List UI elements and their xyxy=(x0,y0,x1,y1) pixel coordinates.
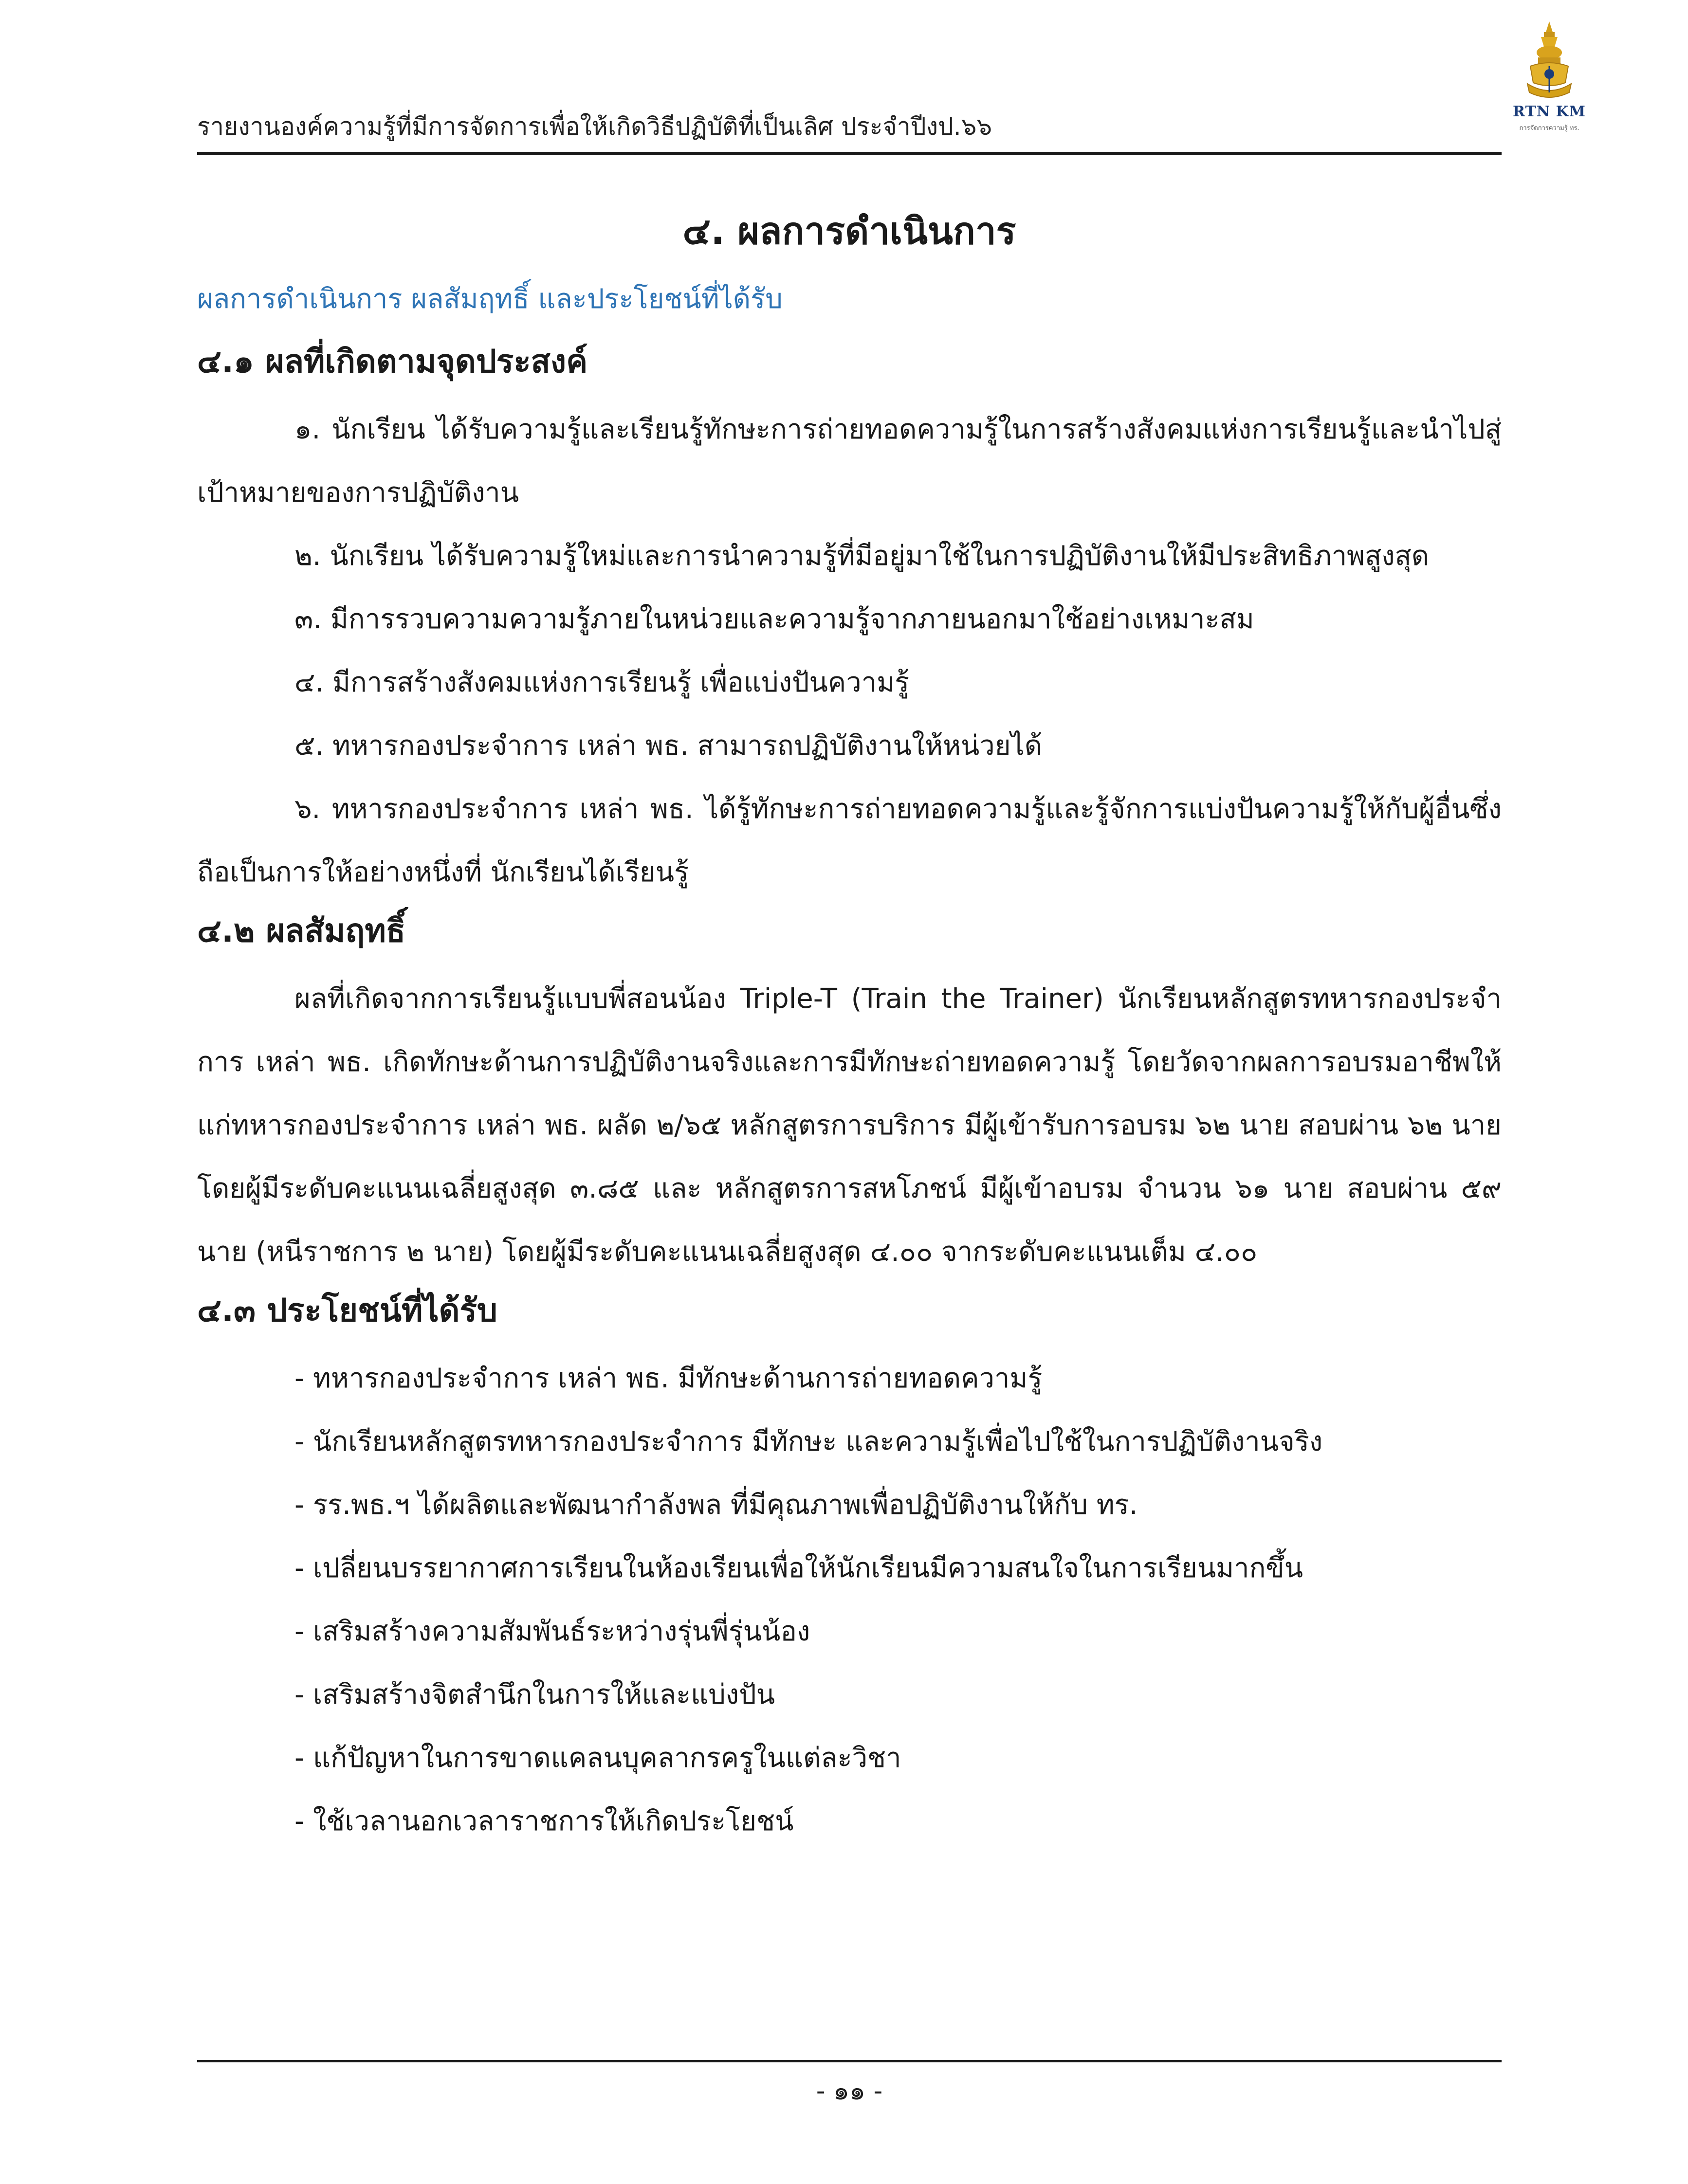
benefit-item: - ทหารกองประจำการ เหล่า พธ. มีทักษะด้านการถ่ายทอดความรู้ xyxy=(294,1363,1043,1394)
benefit-item: - เปลี่ยนบรรยากาศการเรียนในห้องเรียนเพื่อให้นักเรียนมีความสนใจในการเรียนมากขึ้น xyxy=(294,1552,1303,1584)
benefit-item: - เสริมสร้างจิตสำนึกในการให้และแบ่งปัน xyxy=(294,1679,775,1711)
crown-emblem-icon xyxy=(1513,19,1586,102)
objective-item: ๖. ทหารกองประจำการ เหล่า พธ. ได้รู้ทักษะการถ่ายทอดความรู้และรู้จักการแบ่งปันความรู้ให้กับผู้อื่นซึ่งถือเป็นการให้อย่างหนึ่งที่ นักเรียนได้เรียนรู้ xyxy=(197,793,1502,888)
objective-item: ๒. นักเรียน ได้รับความรู้ใหม่และการนำความรู้ที่มีอยู่มาใช้ในการปฏิบัติงานให้มีประสิทธิภาพสูงสุด xyxy=(294,540,1430,572)
benefit-item: - นักเรียนหลักสูตรทหารกองประจำการ มีทักษะ และความรู้เพื่อไปใช้ในการปฏิบัติงานจริง xyxy=(294,1426,1323,1457)
objective-item: ๔. มีการสร้างสังคมแห่งการเรียนรู้ เพื่อแบ่งปันความรู้ xyxy=(294,667,910,698)
benefit-item: - เสริมสร้างความสัมพันธ์ระหว่างรุ่นพี่รุ่นน้อง xyxy=(294,1616,810,1647)
benefit-item: - รร.พธ.ฯ ได้ผลิตและพัฒนากำลังพล ที่มีคุณภาพเพื่อปฏิบัติงานให้กับ ทร. xyxy=(294,1489,1138,1521)
achievement-paragraph: ผลที่เกิดจากการเรียนรู้แบบพี่สอนน้อง Triple-T (Train the Trainer) นักเรียนหลักสูตรทหารกองประจำการ เหล่า พธ. เกิดทักษะด้านการปฏิบัติงานจริงและการมีทักษะถ่ายทอดความรู้ โดยวัดจากผลการอบรมอาชีพให้แก่ทหารกองประจำการ เหล่า พธ. ผลัด ๒/๖๕ หลักสูตรการบริการ มีผู้เข้ารับการอบรม ๖๒ นาย สอบผ่าน ๖๒ นาย โดยผู้มีระดับคะแนนเฉลี่ยสูงสุด ๓.๘๕ และ หลักสูตรการสหโภชน์ มีผู้เข้าอบรม จำนวน ๖๑ นาย สอบผ่าน ๕๙ นาย (หนีราชการ ๒ นาย) โดยผู้มีระดับคะแนนเฉลี่ยสูงสุด ๔.๐๐ จากระดับคะแนนเต็ม ๔.๐๐ xyxy=(197,983,1502,1268)
objective-item: ๑. นักเรียน ได้รับความรู้และเรียนรู้ทักษะการถ่ายทอดความรู้ในการสร้างสังคมแห่งการเรียนรู้และนำไปสู่เป้าหมายของการปฏิบัติงาน xyxy=(197,414,1502,509)
header-divider xyxy=(197,152,1502,155)
logo-text: RTN KM xyxy=(1513,103,1586,120)
benefit-item: - แก้ปัญหาในการขาดแคลนบุคลากรครูในแต่ละวิชา xyxy=(294,1742,901,1774)
page-number: - ๑๑ - xyxy=(816,2076,883,2106)
section-heading-achievements: ๔.๒ ผลสัมฤทธิ์ xyxy=(197,912,406,949)
page-subtitle: ผลการดำเนินการ ผลสัมฤทธิ์ และประโยชน์ที่ได้รับ xyxy=(197,283,783,315)
benefit-item: - ใช้เวลานอกเวลาราชการให้เกิดประโยชน์ xyxy=(294,1805,794,1837)
objective-item: ๓. มีการรวบความความรู้ภายในหน่วยและความรู้จากภายนอกมาใช้อย่างเหมาะสม xyxy=(294,603,1254,635)
footer-divider xyxy=(197,2060,1502,2062)
section-heading-objectives: ๔.๑ ผลที่เกิดตามจุดประสงค์ xyxy=(197,343,588,380)
objective-item: ๕. ทหารกองประจำการ เหล่า พธ. สามารถปฏิบัติงานให้หน่วยได้ xyxy=(294,730,1043,762)
section-heading-benefits: ๔.๓ ประโยชน์ที่ได้รับ xyxy=(197,1292,497,1329)
page-title: ๔. ผลการดำเนินการ xyxy=(682,209,1016,253)
header-title: รายงานองค์ความรู้ที่มีการจัดการเพื่อให้เกิดวิธีปฏิบัติที่เป็นเลิศ ประจำปีงป.๖๖ xyxy=(197,112,992,141)
page-header xyxy=(197,100,1502,153)
document-body xyxy=(197,204,1502,1853)
logo-subtext: การจัดการความรู้ ทร. xyxy=(1519,125,1579,132)
rtn-km-logo xyxy=(1513,19,1586,141)
